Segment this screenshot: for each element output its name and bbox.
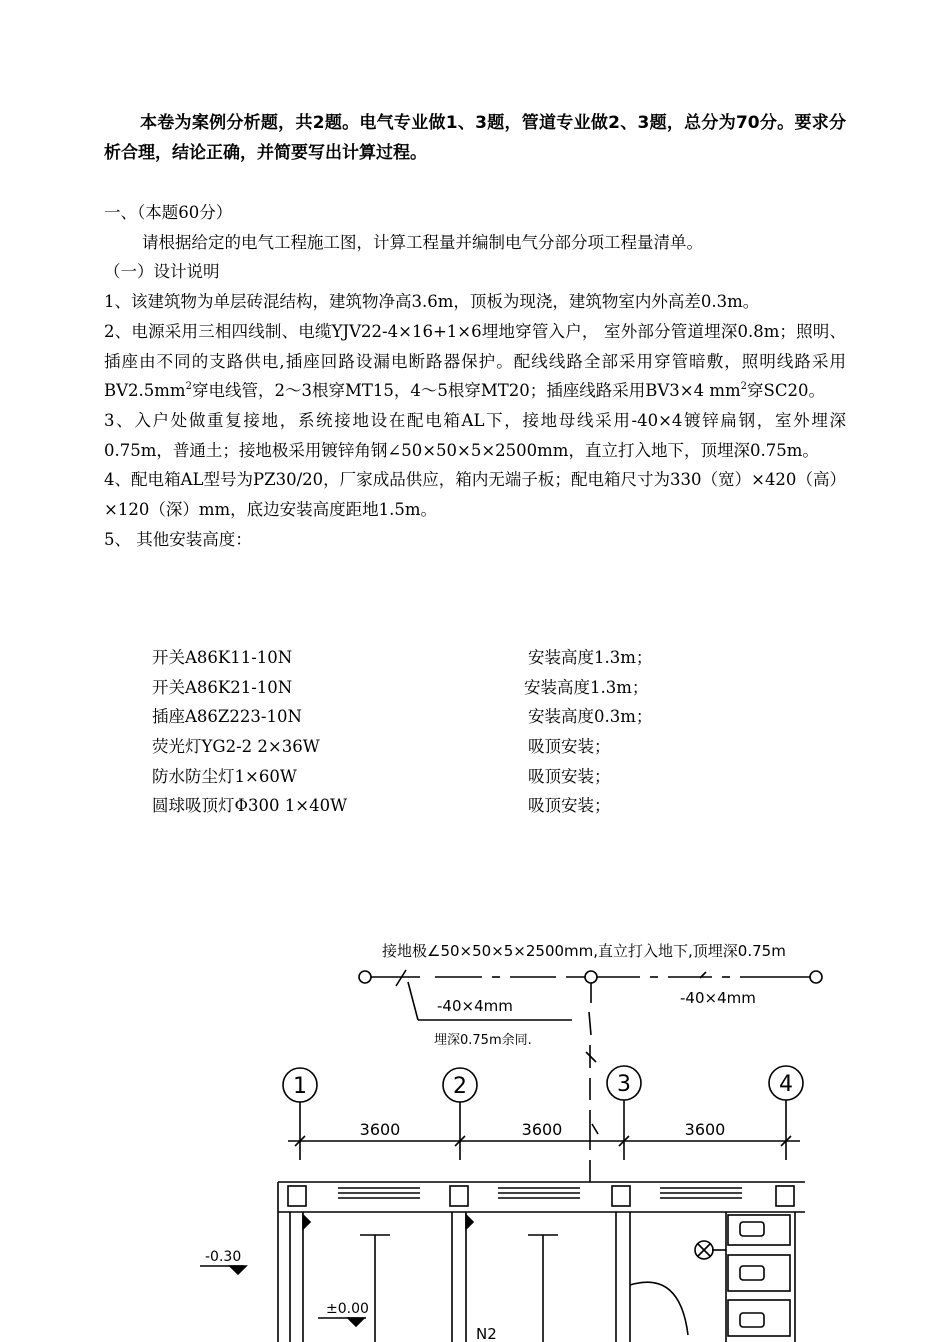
design-note-5: 5、 其他安装高度： (104, 529, 252, 549)
outdoor-level: -0.30 (205, 1249, 242, 1265)
washroom-fixtures (630, 1212, 790, 1342)
section-title: 一、（本题60分） (104, 203, 233, 222)
light-fixtures (360, 1235, 558, 1342)
subsection-title: （一）设计说明 (104, 262, 220, 282)
exam-instructions: 本卷为案例分析题，共2题。电气专业做1、3题，管道专业做2、3题，总分为70分。要求分析合理，结论正确，并简要写出计算过程。 (104, 113, 846, 163)
axis-label-3: 3 (617, 1072, 631, 1097)
span-dimension-1: 3600 (359, 1120, 401, 1139)
axis-label-1: 1 (293, 1074, 307, 1099)
flat-steel-label-right: -40×4mm (680, 989, 756, 1007)
task-statement: 请根据给定的电气工程施工图，计算工程量并编制电气分部分项工程量清单。 (142, 232, 703, 252)
ground-electrode-note: 接地极∠50×50×5×2500mm,直立打入地下,顶埋深0.75m (382, 942, 786, 960)
ground-route (586, 1045, 596, 1182)
list-item: 防水防尘灯1×60W 吸顶安装； (152, 766, 611, 786)
level-marks (200, 1266, 366, 1326)
span-dimension-2: 3600 (521, 1120, 563, 1139)
burial-depth-note: 埋深0.75m余同. (434, 1033, 532, 1048)
list-item: 荧光灯YG2-2 2×36W 吸顶安装； (152, 737, 611, 757)
circuit-label: N2 (476, 1325, 497, 1342)
design-note-3: 3、入户处做重复接地，系统接地设在配电箱AL下，接地母线采用-40×4镀锌扁钢，室外埋深0.75m，普通土；接地极采用镀锌角钢∠50×50×5×2500mm，直立打入地下，顶埋深0.75m。 (104, 410, 846, 460)
list-item: 开关A86K11-10N 安装高度1.3m； (152, 648, 653, 667)
list-item: 插座A86Z223-10N 安装高度0.3m； (152, 707, 653, 727)
list-item: 圆球吸顶灯Φ300 1×40W 吸顶安装； (152, 796, 611, 816)
axis-label-2: 2 (453, 1074, 467, 1099)
switch-symbols (303, 1215, 473, 1229)
flat-steel-label-left: -40×4mm (437, 997, 513, 1015)
indoor-level: ±0.00 (326, 1301, 369, 1317)
design-note-1: 1、该建筑物为单层砖混结构，建筑物净高3.6m，顶板为现浇，建筑物室内外高差0.3m。 (104, 292, 760, 312)
design-note-2: 2、电源采用三相四线制、电缆YJV22-4×16+1×6埋地穿管入户， 室外部分管道埋深0.8m；照明、插座由不同的支路供电,插座回路设漏电断路器保护。配线线路全部采用穿管暗敷，照明线路采用$BV2.5mm^2$穿电线管，2～3根穿MT15，4～5根穿MT20；插座线路采用BV3×4 $mm^2$穿SC20。 (104, 321, 846, 401)
design-note-4: 4、配电箱AL型号为PZ30/20，厂家成品供应，箱内无端子板；配电箱尺寸为330（宽）×420（高）×120（深）mm，底边安装高度距地1.5m。 (104, 470, 846, 520)
list-item: 开关A86K21-10N 安装高度1.3m； (152, 677, 649, 697)
span-dimension-3: 3600 (684, 1120, 726, 1139)
windows (338, 1188, 742, 1198)
axis-bubbles (283, 1066, 803, 1160)
axis-label-4: 4 (779, 1072, 793, 1097)
